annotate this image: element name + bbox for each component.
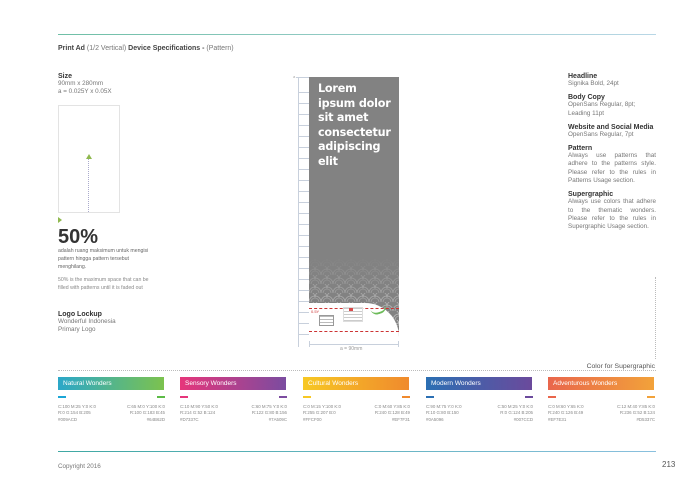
color-code-cultural-1: C:0 M:15 Y:100 K:0 R:255 G:207 B:0 #FFCF00	[303, 404, 341, 422]
ad-headline: Lorem ipsum dolor sit amet consectetur adipiscing elit	[318, 82, 391, 168]
web-social-label: Website and Social Media	[568, 123, 654, 131]
web-social-value: OpenSans Regular, 7pt	[568, 130, 634, 138]
color-chip	[525, 396, 533, 398]
color-chip	[303, 396, 311, 398]
dimension-bottom-line	[309, 344, 399, 345]
color-code-modern-1: C:90 M:75 Y:0 K:0 R:10 G:80 B:150 #0A5096	[426, 404, 462, 422]
ad-logo-area	[309, 303, 399, 342]
color-chip	[426, 396, 434, 398]
pattern-label: Pattern	[568, 145, 593, 153]
color-chip	[647, 396, 655, 398]
color-code-cultural-2: C:0 M:60 Y:85 K:0 R:240 G:128 B:49 #EF7F31	[374, 404, 410, 422]
color-chip	[180, 396, 188, 398]
percentage-text-id: adalah ruang maksimum untuk mengisi pattern hingga pattern tersebut menghilang.	[58, 248, 149, 271]
color-code-natural-1: C:100 M:25 Y:0 K:0 R:0 G:154 B:205 #009ACD	[58, 404, 96, 422]
size-label: Size	[58, 73, 73, 80]
size-thumbnail	[58, 105, 120, 213]
size-spec	[58, 73, 150, 97]
size-ratio: a = 0.025Y x 0.05X	[58, 88, 112, 96]
dimension-bottom-right-tick	[398, 341, 399, 347]
wonderful-indonesia-logo-icon	[343, 307, 363, 322]
body-copy-value-2: Leading 11pt	[568, 109, 604, 117]
title-part-1: Print Ad	[58, 45, 85, 52]
dimension-ruler	[298, 92, 309, 342]
safe-area-label: 0.5Y	[311, 309, 320, 314]
ad-mockup	[309, 77, 399, 342]
wonder-bar-sensory: Sensory Wonders	[180, 377, 286, 390]
page-title	[58, 45, 234, 52]
supergraphic-label: Supergraphic	[568, 191, 614, 199]
title-part-4: (Pattern)	[206, 45, 234, 52]
logo-lockup-line2: Primary Logo	[58, 326, 96, 334]
wonder-bar-cultural: Cultural Wonders	[303, 377, 409, 390]
supergraphic-section-label: Color for Supergraphic	[586, 363, 655, 370]
headline-label: Headline	[568, 73, 598, 80]
seal-logo-icon	[319, 315, 334, 326]
body-copy-value-1: OpenSans Regular, 8pt;	[568, 101, 636, 109]
page-number: 213	[662, 460, 676, 469]
safe-area-bottom	[309, 331, 399, 332]
logo-lockup-label: Logo Lockup	[58, 311, 102, 318]
dotted-divider-vertical	[655, 277, 656, 359]
headline-value: Signika Bold, 24pt	[568, 80, 619, 87]
percentage-value: 50%	[58, 226, 99, 248]
color-code-sensory-1: C:10 M:90 Y:50 K:0 R:214 G:52 B:124 #D7337C	[180, 404, 218, 422]
body-copy-label: Body Copy	[568, 94, 605, 102]
color-code-sensory-2: C:60 M:75 Y:0 K:0 R:122 G:80 B:156 #7A509C	[251, 404, 287, 422]
triangle-up-icon	[86, 154, 92, 159]
title-part-3: Device Specifications -	[128, 45, 205, 52]
supergraphic-value: Always use colors that adhere to the thematic wonders. Please refer to the rules in Supergraphic Usage section.	[568, 198, 656, 231]
logo-lockup-spec	[58, 311, 158, 335]
logo-lockup-line1: Wonderful Indonesia	[58, 318, 116, 325]
wonder-bar-natural: Natural Wonders	[58, 377, 164, 390]
wonder-bar-modern: Modern Wonders	[426, 377, 532, 390]
typography-specs	[568, 73, 656, 238]
ad-width-label: a = 90mm	[340, 346, 363, 352]
dimension-tick-label: a	[293, 74, 296, 79]
color-code-adventurous-2: C:12 M:40 Y:85 K:0 R:236 G:52 B:124 #D5337C	[617, 404, 655, 422]
supergraphic-swoosh-icon	[370, 305, 387, 317]
bottom-divider	[58, 451, 656, 452]
half-guide-line	[88, 159, 89, 212]
percentage-text-en: 50% is the maximum space that can be filled with patterns until it is faded out	[58, 277, 149, 292]
color-chip	[548, 396, 556, 398]
brand-accent-icon	[349, 308, 353, 311]
color-chip	[58, 396, 66, 398]
wonder-bar-adventurous: Adventurous Wonders	[548, 377, 654, 390]
color-chip	[279, 396, 287, 398]
triangle-right-icon	[58, 217, 62, 223]
dotted-divider-horizontal	[58, 370, 656, 371]
pattern-value: Always use patterns that adhere to the patterns style. Please refer to the rules in Patterns Usage section.	[568, 152, 656, 185]
copyright: Copyright 2016	[58, 463, 101, 470]
color-code-modern-2: C:50 M:25 Y:0 K:0 R:0 G:124 B:205 #007CCD	[497, 404, 533, 422]
color-chip	[402, 396, 410, 398]
color-code-natural-2: C:65 M:0 Y:100 K:0 R:100 G:183 B:45 #64B62D	[127, 404, 165, 422]
color-chip	[157, 396, 165, 398]
title-part-2: (1/2 Vertical)	[86, 45, 127, 52]
color-code-adventurous-1: C:0 M:60 Y:65 K:0 R:240 G:126 B:49 #EF7E31	[548, 404, 584, 422]
size-mm: 90mm x 280mm	[58, 80, 104, 87]
top-divider	[58, 34, 656, 35]
